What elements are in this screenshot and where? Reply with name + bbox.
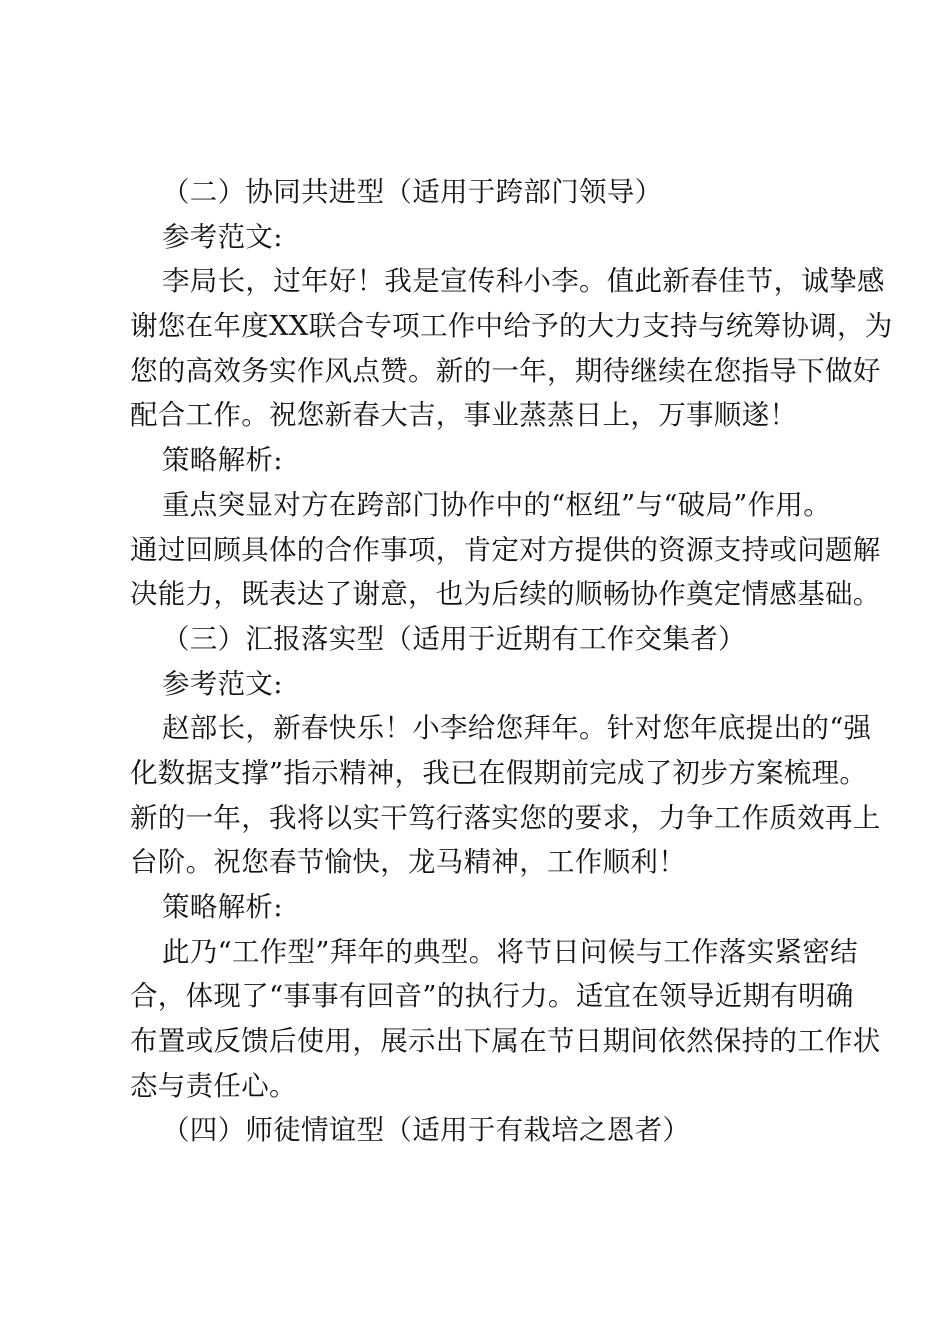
section-heading-4: （四）师徒情谊型（适用于有栽培之恩者）	[162, 1114, 691, 1147]
document-page	[130, 170, 893, 1153]
sample-text-line: 谢您在年度XX联合专项工作中给予的大力支持与统筹协调，为	[130, 310, 893, 343]
analysis-label: 策略解析:	[162, 891, 283, 923]
analysis-text-line: 态与责任心。	[130, 1069, 297, 1102]
analysis-text-line: 重点突显对方在跨部门协作中的“枢纽”与“破局”作用。	[162, 488, 832, 521]
analysis-text-line: 合，体现了“事事有回音”的执行力。适宜在领导近期有明确	[130, 980, 854, 1013]
sample-text-line: 李局长，过年好！我是宣传科小李。值此新春佳节，诚挚感	[162, 265, 885, 298]
section-heading-3: （三）汇报落实型（适用于近期有工作交集者）	[162, 622, 746, 655]
analysis-text-line: 通过回顾具体的合作事项，肯定对方提供的资源支持或问题解	[130, 533, 881, 566]
sample-text-line: 台阶。祝您春节愉快，龙马精神，工作顺利！	[130, 846, 686, 879]
sample-text-line: 新的一年，我将以实干笃行落实您的要求，力争工作质效再上	[130, 801, 881, 834]
sample-label: 参考范文:	[162, 220, 283, 253]
analysis-label: 策略解析:	[162, 444, 283, 477]
sample-text-line: 化数据支撑”指示精神，我已在假期前完成了初步方案梳理。	[130, 756, 868, 789]
analysis-text-line: 决能力，既表达了谢意，也为后续的顺畅协作奠定情感基础。	[130, 578, 881, 611]
sample-label: 参考范文:	[162, 667, 283, 700]
sample-text-line: 您的高效务实作风点赞。新的一年，期待继续在您指导下做好	[130, 354, 881, 387]
analysis-text-line: 布置或反馈后使用，展示出下属在节日期间依然保持的工作状	[130, 1025, 881, 1058]
sample-text-line: 赵部长，新春快乐！小李给您拜年。针对您年底提出的“强	[162, 712, 872, 745]
analysis-text-line: 此乃“工作型”拜年的典型。将节日问候与工作落实紧密结	[162, 935, 858, 968]
sample-text-line: 配合工作。祝您新春大吉，事业蒸蒸日上，万事顺遂！	[130, 399, 798, 432]
section-heading-2: （二）协同共进型（适用于跨部门领导）	[162, 176, 663, 208]
